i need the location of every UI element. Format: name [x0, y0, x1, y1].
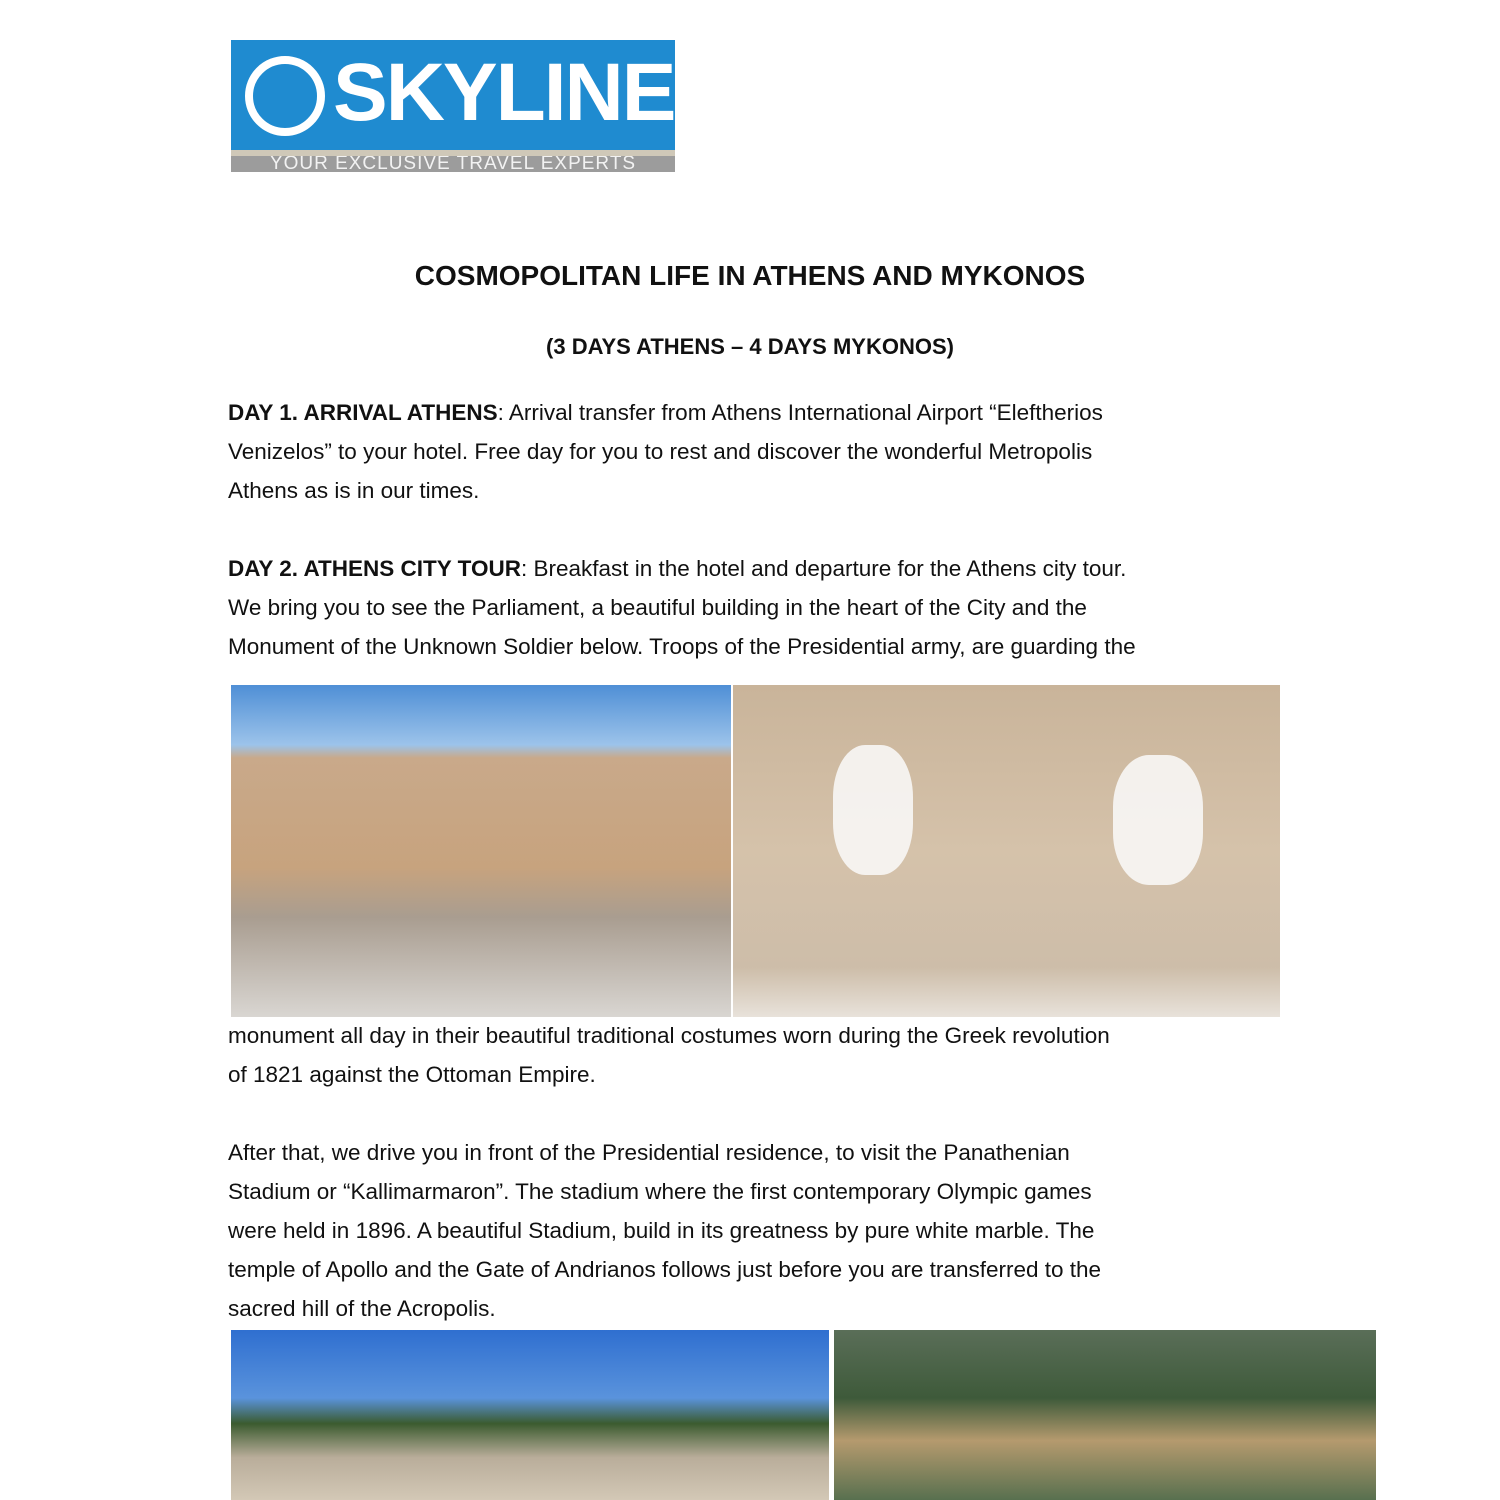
text-line: We bring you to see the Parliament, a beautiful building in the heart of the City and the — [228, 595, 1087, 620]
text-line: After that, we drive you in front of the Presidential residence, to visit the Panathenian — [228, 1140, 1070, 1165]
text-span: : Breakfast in the hotel and departure for the Athens city tour. — [520, 556, 1127, 581]
text-line: of 1821 against the Ottoman Empire. — [228, 1062, 596, 1087]
after-paragraph — [228, 1133, 1101, 1328]
guard-figure — [833, 745, 913, 875]
text-line: were held in 1896. A beautiful Stadium, build in its greatness by pure white marble. The — [228, 1218, 1095, 1243]
guard-figure — [1113, 755, 1203, 885]
logo-tagline: YOUR EXCLUSIVE TRAVEL EXPERTS — [231, 156, 675, 172]
text-line: Monument of the Unknown Soldier below. Troops of the Presidential army, are guarding the — [228, 634, 1136, 659]
day1-paragraph — [228, 393, 1103, 510]
panathenaic-stadium-photo — [231, 1330, 829, 1500]
logo-globe-icon — [245, 56, 325, 136]
day1-heading: DAY 1. ARRIVAL ATHENS — [228, 400, 498, 425]
text-line — [228, 393, 1103, 432]
parliament-photo — [231, 685, 731, 1017]
logo-wordmark: SKYLINES — [333, 47, 728, 138]
text-line: sacred hill of the Acropolis. — [228, 1296, 496, 1321]
evzones-guards-photo — [733, 685, 1280, 1017]
text-line: Stadium or “Kallimarmaron”. The stadium where the first contemporary Olympic games — [228, 1179, 1092, 1204]
logo-blue-panel — [231, 40, 728, 150]
text-line: Venizelos” to your hotel. Free day for you to rest and discover the wonderful Metropolis — [228, 439, 1093, 464]
text-line: Athens as is in our times. — [228, 478, 480, 503]
document-subtitle: (3 DAYS ATHENS – 4 DAYS MYKONOS) — [546, 334, 954, 359]
text-line: temple of Apollo and the Gate of Andrianos follows just before you are transferred to the — [228, 1257, 1102, 1282]
text-line — [228, 549, 1136, 588]
text-span: : Arrival transfer from Athens International Airport “Eleftherios — [497, 400, 1103, 425]
document-title: COSMOPOLITAN LIFE IN ATHENS AND MYKONOS — [414, 260, 1086, 291]
day2-continued-paragraph — [228, 1016, 1110, 1094]
day2-paragraph — [228, 549, 1136, 666]
temple-of-zeus-photo — [834, 1330, 1376, 1500]
day2-heading: DAY 2. ATHENS CITY TOUR — [228, 556, 521, 581]
text-line: monument all day in their beautiful traditional costumes worn during the Greek revolution — [228, 1023, 1110, 1048]
skylines-logo — [231, 40, 728, 172]
